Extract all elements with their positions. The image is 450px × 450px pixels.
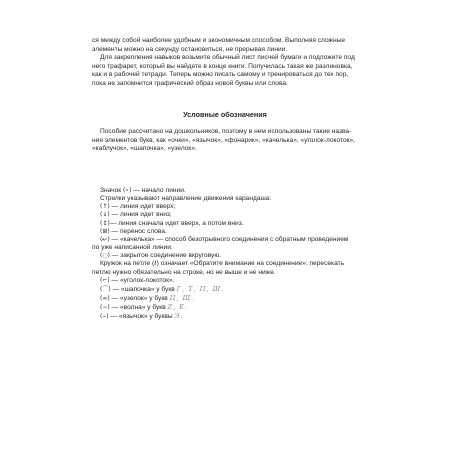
knot-icon: (∞) <box>100 295 110 303</box>
intro-line: ся между собой наиболее удобным и экономичным способом. Выполняя сложные <box>92 37 346 44</box>
legend-item-swing: (↜) — «качелька» — способ безотрывного соединения с обратным проведением <box>100 235 349 243</box>
tongue-icon: (⌣) <box>100 313 109 321</box>
legend-item-wave: (∼) — «волна» у букв Z, Е. <box>100 303 189 312</box>
tongue-letters: Э. <box>174 312 184 321</box>
manual-line: Пособие рассчитано на дошкольников, поэтому в нем использованы такие назва- <box>100 128 352 135</box>
intro-line: элементы можно на секунду остановиться, не прерывая линии. <box>92 45 288 53</box>
corner-icon: (⌐) <box>100 276 110 284</box>
legend-item-updown: (↕)— линия сначала идет вверх, а потом вниз. <box>100 219 244 227</box>
start-point-icon: (∘) <box>122 187 132 194</box>
arrow-up-icon: (↑) <box>100 203 110 211</box>
wave-letters: Z, Е. <box>167 303 189 312</box>
legend-item-corner: (⌐) — «уголок-локоток». <box>100 276 175 284</box>
legend-list <box>92 187 372 322</box>
section-heading: Условные обозначения <box>183 110 267 119</box>
intro-line: него трафарет, который вы найдете в конце книги. Получилась такая же разлиновка, <box>92 62 353 70</box>
hat-letters: Г, Т, П, Ш. <box>176 284 225 293</box>
legend-item-closed: (◌) — закрытое соединение вкруговую. <box>100 252 222 260</box>
wave-icon: (∼) <box>100 304 110 312</box>
intro-line: как и в рабочей тетради. Теперь можно писать самому и тренироваться до тех пор, <box>92 71 349 79</box>
legend-item-loop: Кружок на петле (ℓ) означает «Обратите внимание на соединение»: пересекать <box>100 260 345 268</box>
legend-item-start: Значок (∘) — начало линии. <box>100 187 186 194</box>
legend-item-swing-cont: по уже написанной линии. <box>92 244 173 252</box>
legend-item-up: (↑) — линия идет вверх; <box>100 203 176 211</box>
word-wrap-icon: (⊞) <box>100 227 110 235</box>
legend-item-hat: (⌒) — «шапочка» у букв Г, Т, П, Ш. <box>100 284 225 293</box>
intro-line: пока не запомнится графический образ новой буквы или слова. <box>92 79 288 87</box>
loop-circle-icon: ℓ <box>154 260 157 268</box>
manual-line: «каблучок», «шапочка», «узелок». <box>92 145 197 153</box>
legend-item-down: (↓) — линия идет вниз; <box>100 211 172 219</box>
arrow-down-icon: (↓) <box>100 211 110 219</box>
swing-icon: (↜) <box>100 235 110 243</box>
legend-arrows-intro: Стрелки указывают направление движения карандаша: <box>100 195 272 203</box>
closed-loop-icon: (◌) <box>100 252 110 260</box>
legend-item-knot: (∞) — «узелок» у букв Ц, Щ. <box>100 294 195 303</box>
legend-item-wrap: (⊞) — перенос слова. <box>100 227 167 235</box>
arrow-up-down-icon: (↕) <box>100 219 110 227</box>
legend-item-loop-cont: петлю нужно обязательно на строке, но не выше и не ниже. <box>92 268 276 276</box>
hat-icon: (⌒) <box>100 285 111 293</box>
manual-line: ния элементов букв, как «очки», «язычок», «фонарик», «качелька», «уголок-локоток», <box>92 136 356 144</box>
knot-letters: Ц, Щ. <box>169 294 195 303</box>
intro-paragraph <box>92 37 360 89</box>
manual-paragraph <box>92 128 360 154</box>
legend-item-tongue: (⌣) — «язычок» у буквы Э. <box>100 312 184 321</box>
intro-line: Для закрепления навыков возьмите обычный лист писчей бумаги и подложите под <box>100 54 355 62</box>
